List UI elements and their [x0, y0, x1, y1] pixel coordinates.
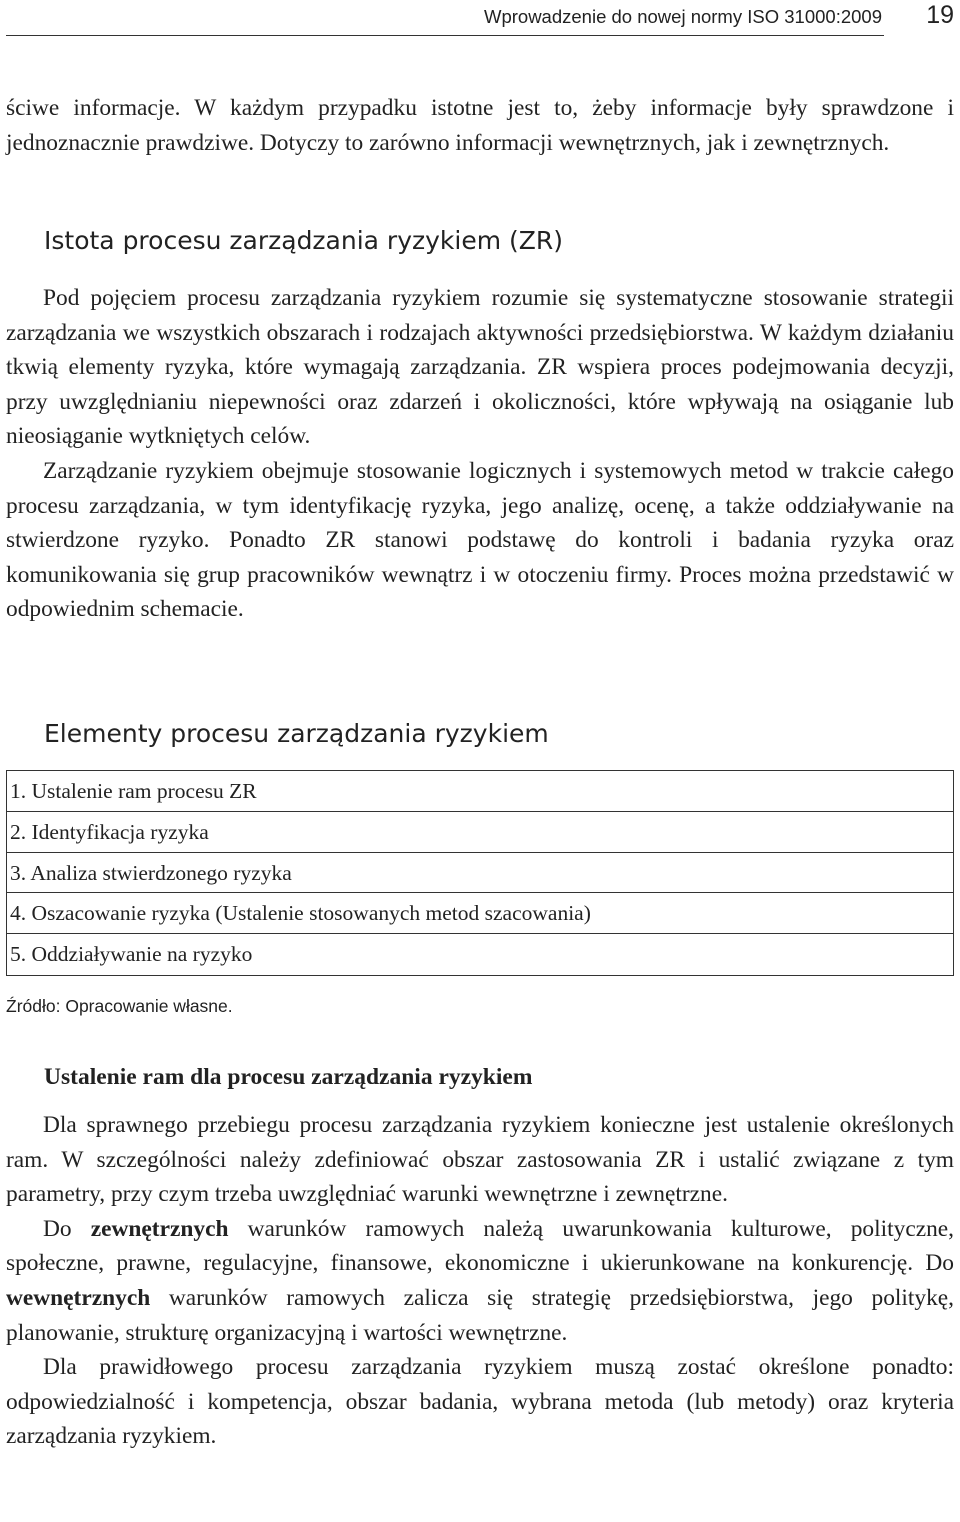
section3-paragraph-1-text: Dla sprawnego przebiegu procesu zarządzania ryzykiem konieczne jest ustalenie określonych ram. W szczególności należy zdefiniować obszar zastosowania ZR i ustalić związane z tym parametry, przy czym trzeba uwzględniać warunki wewnętrzne i zewnętrzne.: [6, 1112, 954, 1208]
table-row: 1. Ustalenie ram procesu ZR: [7, 771, 953, 812]
intro-block: [6, 91, 954, 160]
emphasis-internal: wewnętrznych: [6, 1284, 151, 1311]
section1-paragraph-1: [6, 281, 954, 454]
table-row: 2. Identyfikacja ryzyka: [7, 812, 953, 853]
section3-paragraph-3: [6, 1350, 954, 1454]
header-title: Wprowadzenie do nowej normy ISO 31000:2009: [484, 6, 882, 27]
p2-part-a: Do: [43, 1215, 91, 1242]
section1-paragraph-2-text: Zarządzanie ryzykiem obejmuje stosowanie logicznych i systemowych metod w trakcie całego procesu zarządzania, w tym identyfikację ryzyka, jego analizę, ocenę, a także oddziaływanie na stwierdzone ryzyko. Ponadto ZR stanowi podstawę do kontroli i badania ryzyka oraz komunikowania się grup pracowników wewnątrz i w otoczeniu firmy. Proces można przedstawić w odpowiednim schemacie.: [6, 457, 954, 623]
section1-paragraph-1-text: Pod pojęciem procesu zarządzania ryzykiem rozumie się systematyczne stosowanie strategii zarządzania we wszystkich obszarach i rodzajach aktywności przedsiębiorstwa. W każdym działaniu tkwią elementy ryzyka, które wymagają zarządzania. ZR wspiera proces podejmowania decyzji, przy uwzględnianiu niepewności oraz zdarzeń i okoliczności, które wpływają na osiąganie lub nieosiąganie wytkniętych celów.: [6, 285, 954, 450]
page-number: 19: [926, 1, 954, 29]
table-row: 4. Oszacowanie ryzyka (Ustalenie stosowanych metod szacowania): [7, 893, 953, 934]
section3-paragraph-2: [6, 1212, 954, 1350]
subsection-heading-framework: Ustalenie ram dla procesu zarządzania ryzykiem: [44, 1064, 533, 1090]
header-rule: [6, 35, 884, 36]
p2-part-c: warunków ramowych należą uwarunkowania kulturowe, polityczne, społeczne, prawne, regulacyjne, finansowe, ekonomiczne i ukierunkowane na konkurencję. Do: [6, 1215, 955, 1277]
section3-paragraph-1: [6, 1108, 954, 1212]
p2-part-e: warunków ramowych zalicza się strategię przedsiębiorstwa, jego politykę, planowanie, strukturę organizacyjną i wartości wewnętrzne.: [6, 1284, 954, 1346]
section3-paragraph-3-text: Dla prawidłowego procesu zarządzania ryzykiem muszą zostać określone ponadto: odpowiedzialność i kompetencja, obszar badania, wybrana metoda (lub metody) oraz kryteria zarządzania ryzykiem.: [6, 1354, 954, 1450]
section1-paragraph-2: [6, 454, 954, 627]
table-row: 3. Analiza stwierdzonego ryzyka: [7, 853, 953, 894]
section-heading-elements: Elementy procesu zarządzania ryzykiem: [44, 719, 549, 748]
process-elements-table: [6, 770, 954, 976]
running-header: [0, 0, 960, 40]
section1-body: [6, 281, 954, 627]
table-row: 5. Oddziaływanie na ryzyko: [10, 942, 253, 967]
section-heading-risk-management: Istota procesu zarządzania ryzykiem (ZR): [44, 226, 564, 255]
intro-paragraph: ściwe informacje. W każdym przypadku istotne jest to, żeby informacje były sprawdzone i jednoznacznie prawdziwe. Dotyczy to zarówno informacji wewnętrznych, jak i zewnętrznych.: [6, 95, 954, 156]
source-note: Źródło: Opracowanie własne.: [6, 996, 233, 1016]
emphasis-external: zewnętrznych: [90, 1215, 229, 1242]
section3-body: [6, 1108, 954, 1454]
